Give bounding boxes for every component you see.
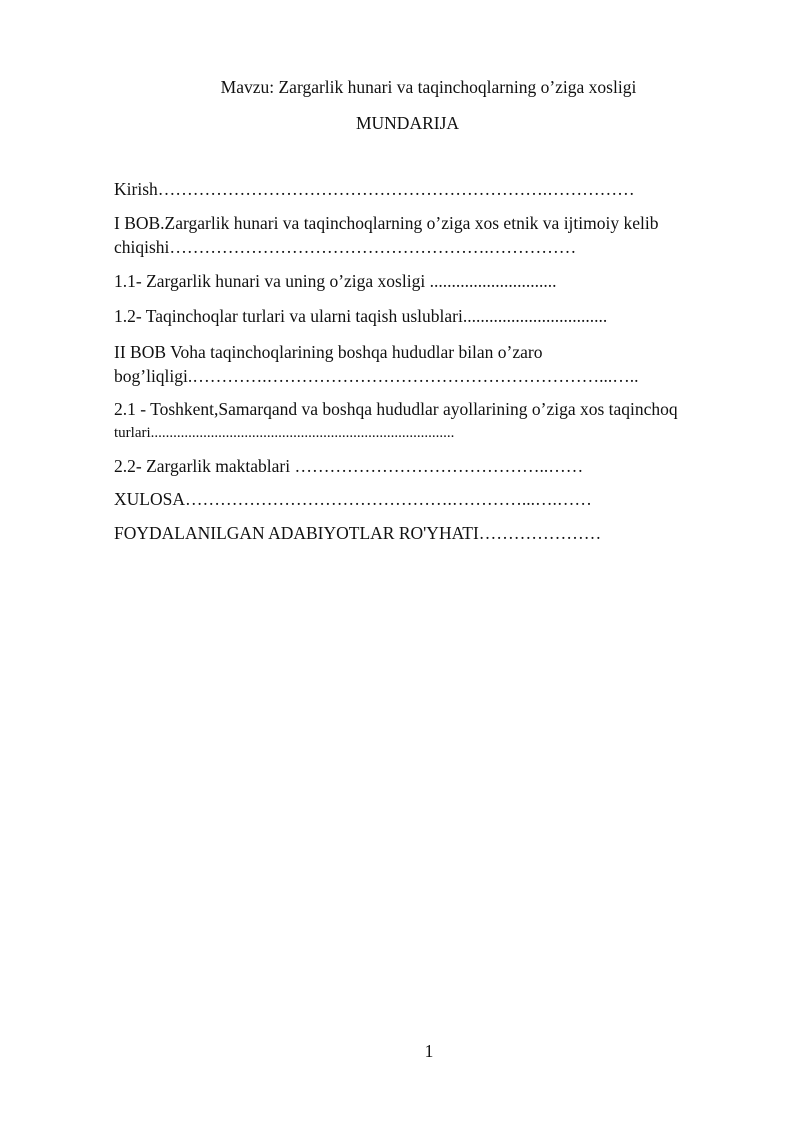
toc-entry-chapter-2-line-2: bog’liqligi.………….…………………………………………………...….. (114, 366, 639, 386)
toc-entry-section-2-1 (114, 397, 734, 445)
toc-entry-chapter-1-line-2: chiqishi……………………………………………….…………… (114, 237, 577, 257)
toc-entry-section-2-1-line-1: 2.1 - Toshkent,Samarqand va boshqa hududlar ayollarining o’ziga xos taqinchoq (114, 399, 678, 419)
toc-entry-chapter-2-line-1: II BOB Voha taqinchoqlarining boshqa hududlar bilan o’zaro (114, 342, 543, 362)
toc-entry-introduction: Kirish………………………………………………………….…………… (114, 179, 635, 199)
topic-title: Mavzu: Zargarlik hunari va taqinchoqlarning o’ziga xosligi (220, 77, 637, 97)
toc-entry-section-2-2: 2.2- Zargarlik maktablari ……………………………………..…… (114, 456, 584, 476)
toc-entry-section-2-1-line-2: turlari................................................................................. (114, 425, 455, 441)
toc-entry-chapter-1-line-1: I BOB.Zargarlik hunari va taqinchoqlarning o’ziga xos etnik va ijtimoiy kelib (114, 213, 659, 233)
contents-heading: MUNDARIJA (355, 113, 460, 133)
toc-entry-section-1-1: 1.1- Zargarlik hunari va uning o’ziga xosligi ............................. (114, 271, 557, 291)
page-number: 1 (424, 1041, 434, 1061)
toc-entry-chapter-1 (114, 211, 734, 259)
toc-entry-section-1-2: 1.2- Taqinchoqlar turlari va ularni taqish uslublari................................. (114, 306, 608, 326)
toc-entry-conclusion: XULOSA……………………………………….…………...….…… (114, 489, 592, 509)
toc-entry-references: FOYDALANILGAN ADABIYOTLAR RO'YHATI………………… (114, 523, 602, 543)
toc-entry-chapter-2 (114, 340, 734, 388)
